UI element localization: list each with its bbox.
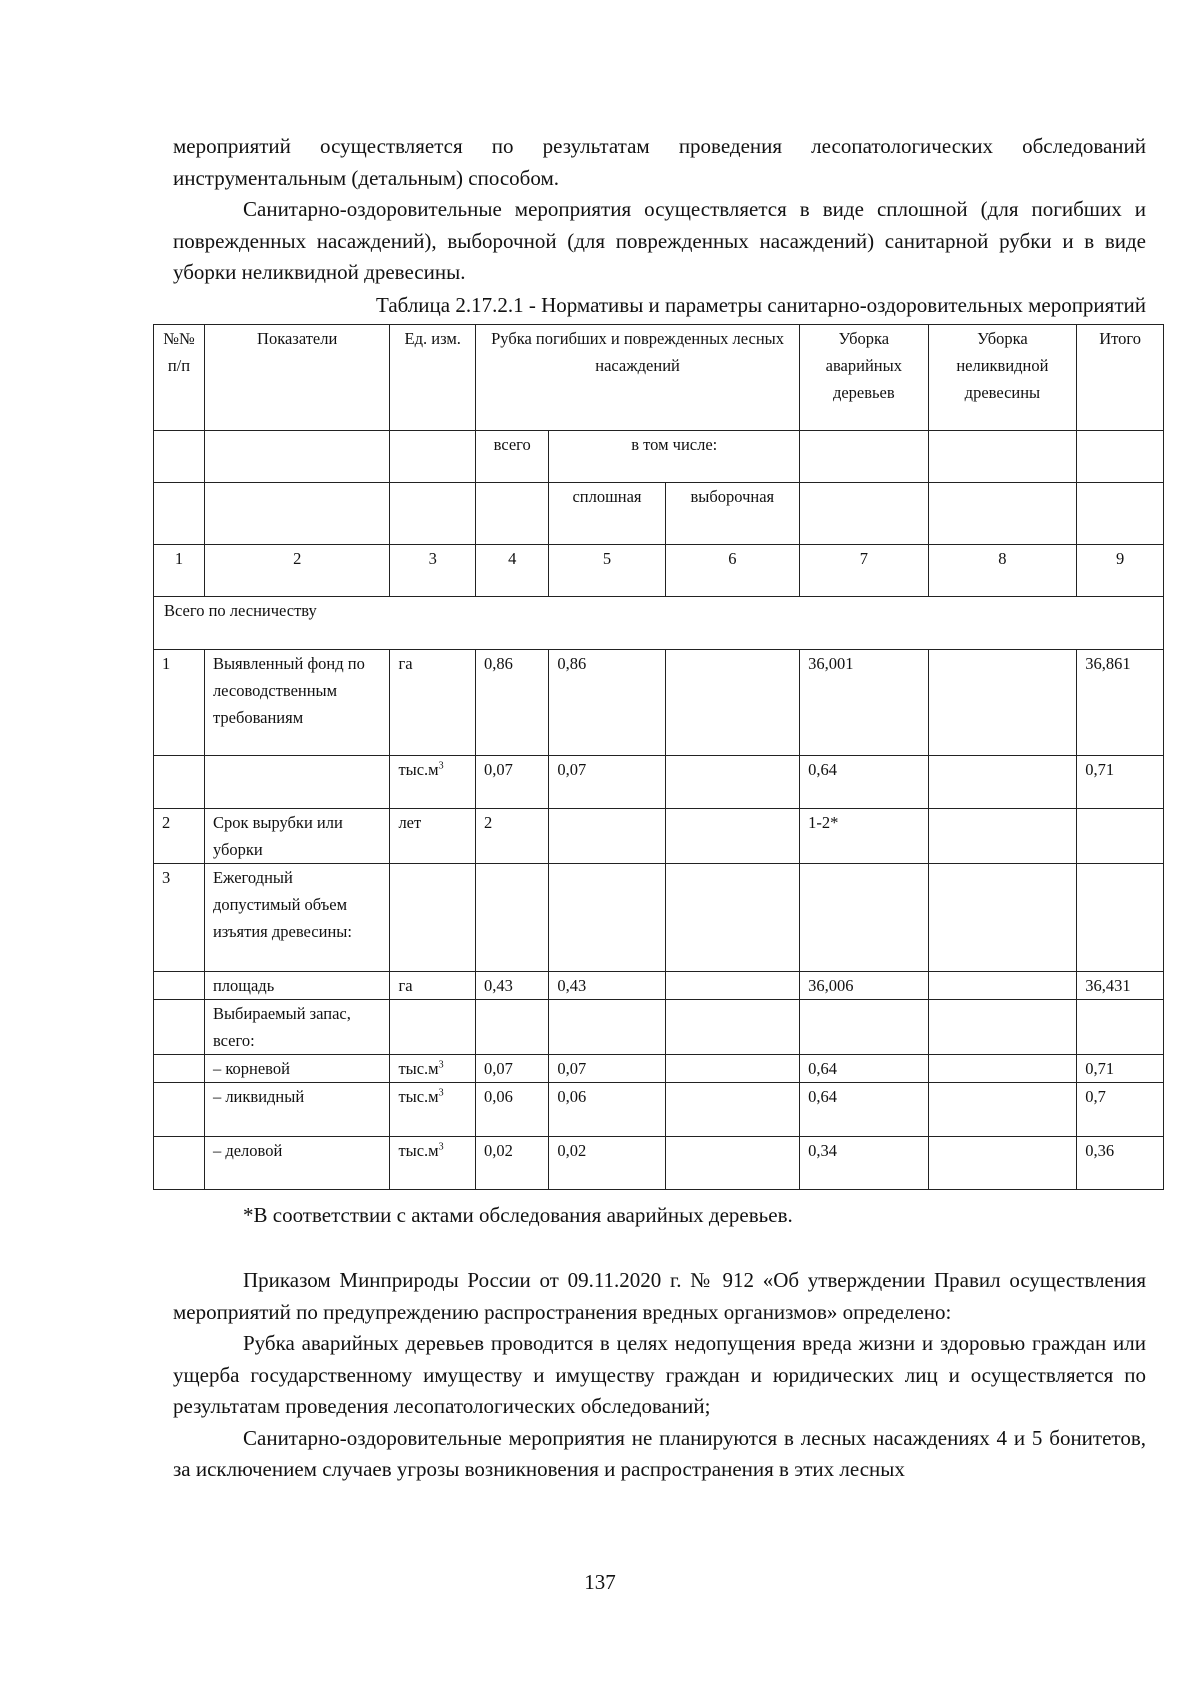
cell-selective bbox=[665, 972, 800, 1000]
cell-selective bbox=[665, 1083, 800, 1137]
cell-num: 2 bbox=[154, 809, 205, 864]
cell-total: 36,431 bbox=[1077, 972, 1164, 1000]
cell-name: – ликвидный bbox=[204, 1083, 389, 1137]
cell-num bbox=[154, 1055, 205, 1083]
header-row bbox=[154, 431, 1164, 483]
table-row bbox=[154, 1055, 1164, 1083]
cell-num bbox=[154, 1000, 205, 1055]
column-number: 9 bbox=[1077, 545, 1164, 597]
header-all: всего bbox=[476, 431, 549, 483]
column-number: 3 bbox=[390, 545, 476, 597]
cell-illiquid bbox=[928, 864, 1077, 972]
header-row bbox=[154, 483, 1164, 545]
cell-total bbox=[1077, 864, 1164, 972]
header-illiquid: Уборка неликвидной древесины bbox=[928, 325, 1077, 431]
header-num: №№ п/п bbox=[154, 325, 205, 431]
header-row bbox=[154, 325, 1164, 431]
paragraph: Санитарно-оздоровительные мероприятия осуществляется в виде сплошной (для погибших и поврежденных насаждений), выборочной (для поврежденных насаждений) санитарной рубки и в виде уборки неликвидной древесины. bbox=[173, 197, 1146, 284]
cell-all: 0,07 bbox=[476, 1055, 549, 1083]
cell-unit: $тыс.м^3$ bbox=[390, 1055, 476, 1083]
cell-clear bbox=[549, 864, 665, 972]
paragraph: Приказом Минприроды России от 09.11.2020 г. № 912 «Об утверждении Правил осуществления мероприятий по предупреждению распространения вредных организмов» определено: bbox=[173, 1268, 1146, 1324]
cell-num bbox=[154, 1137, 205, 1190]
cell-selective bbox=[665, 756, 800, 809]
column-number: 1 bbox=[154, 545, 205, 597]
table-caption: Таблица 2.17.2.1 - Нормативы и параметры санитарно-оздоровительных мероприятий bbox=[376, 293, 1146, 317]
cell-selective bbox=[665, 1000, 800, 1055]
cell-total bbox=[1077, 809, 1164, 864]
header-total: Итого bbox=[1077, 325, 1164, 431]
cell-emergency: 36,001 bbox=[800, 650, 928, 756]
cell-illiquid bbox=[928, 972, 1077, 1000]
cell-num bbox=[154, 756, 205, 809]
cell-illiquid bbox=[928, 650, 1077, 756]
cell-selective bbox=[665, 650, 800, 756]
cell-emergency: 0,34 bbox=[800, 1137, 928, 1190]
header-selective: выборочная bbox=[665, 483, 800, 545]
page-number: 137 bbox=[584, 1570, 616, 1594]
cell-clear: 0,06 bbox=[549, 1083, 665, 1137]
intro-text bbox=[173, 131, 1146, 289]
column-number: 5 bbox=[549, 545, 665, 597]
column-number: 8 bbox=[928, 545, 1077, 597]
cell-selective bbox=[665, 864, 800, 972]
cell-clear bbox=[549, 809, 665, 864]
cell-emergency: 0,64 bbox=[800, 1055, 928, 1083]
cell-unit: $тыс.м^3$ bbox=[390, 1137, 476, 1190]
section-label: Всего по лесничеству bbox=[154, 597, 1164, 650]
cell-all: 0,06 bbox=[476, 1083, 549, 1137]
cell-clear: 0,86 bbox=[549, 650, 665, 756]
paragraph: мероприятий осуществляется по результатам проведения лесопатологических обследований инструментальным (детальным) способом. bbox=[173, 134, 1146, 190]
table-row bbox=[154, 972, 1164, 1000]
cell-selective bbox=[665, 1137, 800, 1190]
cell-all: 0,86 bbox=[476, 650, 549, 756]
header-indicators: Показатели bbox=[204, 325, 389, 431]
cell-all: 0,07 bbox=[476, 756, 549, 809]
cell-name: Выявленный фонд по лесоводственным требованиям bbox=[204, 650, 389, 756]
norms-table bbox=[153, 324, 1164, 1190]
header-clear: сплошная bbox=[549, 483, 665, 545]
table-row bbox=[154, 1000, 1164, 1055]
column-number-row bbox=[154, 545, 1164, 597]
cell-total: 0,71 bbox=[1077, 1055, 1164, 1083]
column-number: 7 bbox=[800, 545, 928, 597]
table-row bbox=[154, 650, 1164, 756]
cell-all: 0,43 bbox=[476, 972, 549, 1000]
table-row bbox=[154, 1137, 1164, 1190]
cell-total: 0,71 bbox=[1077, 756, 1164, 809]
cell-num: 3 bbox=[154, 864, 205, 972]
paragraph: Рубка аварийных деревьев проводится в целях недопущения вреда жизни и здоровью граждан или ущерба государственному имуществу и имуществу граждан и юридических лиц и осуществляется по результатам проведения лесопатологических обследований; bbox=[173, 1331, 1146, 1418]
cell-unit: га bbox=[390, 650, 476, 756]
cell-unit: $тыс.м^3$ bbox=[390, 1083, 476, 1137]
column-number: 6 bbox=[665, 545, 800, 597]
column-number: 4 bbox=[476, 545, 549, 597]
cell-name: – деловой bbox=[204, 1137, 389, 1190]
cell-all bbox=[476, 864, 549, 972]
cell-all bbox=[476, 1000, 549, 1055]
header-emergency: Уборка аварийных деревьев bbox=[800, 325, 928, 431]
cell-selective bbox=[665, 1055, 800, 1083]
cell-emergency: 0,64 bbox=[800, 1083, 928, 1137]
cell-emergency: 0,64 bbox=[800, 756, 928, 809]
cell-illiquid bbox=[928, 1055, 1077, 1083]
cell-name bbox=[204, 756, 389, 809]
table-row bbox=[154, 1083, 1164, 1137]
section-row bbox=[154, 597, 1164, 650]
cell-name: Ежегодный допустимый объем изъятия древесины: bbox=[204, 864, 389, 972]
cell-clear: 0,02 bbox=[549, 1137, 665, 1190]
cell-name: площадь bbox=[204, 972, 389, 1000]
cell-total bbox=[1077, 1000, 1164, 1055]
cell-selective bbox=[665, 809, 800, 864]
cell-unit: га bbox=[390, 972, 476, 1000]
cell-clear bbox=[549, 1000, 665, 1055]
cell-clear: 0,07 bbox=[549, 1055, 665, 1083]
cell-clear: 0,07 bbox=[549, 756, 665, 809]
cell-all: 2 bbox=[476, 809, 549, 864]
cell-total: 0,36 bbox=[1077, 1137, 1164, 1190]
cell-illiquid bbox=[928, 1083, 1077, 1137]
table-row bbox=[154, 809, 1164, 864]
cell-unit: $тыс.м^3$ bbox=[390, 756, 476, 809]
cell-all: 0,02 bbox=[476, 1137, 549, 1190]
table-footnote: *В соответствии с актами обследования аварийных деревьев. bbox=[243, 1203, 793, 1227]
cell-illiquid bbox=[928, 1000, 1077, 1055]
cell-clear: 0,43 bbox=[549, 972, 665, 1000]
header-including: в том числе: bbox=[549, 431, 800, 483]
cell-unit bbox=[390, 864, 476, 972]
cell-num bbox=[154, 1083, 205, 1137]
header-felling: Рубка погибших и поврежденных лесных насаждений bbox=[476, 325, 800, 431]
paragraph: Санитарно-оздоровительные мероприятия не планируются в лесных насаждениях 4 и 5 бонитетов, за исключением случаев угрозы возникновения и распространения в этих лесных bbox=[173, 1425, 1146, 1481]
cell-emergency: 1-2* bbox=[800, 809, 928, 864]
cell-unit: лет bbox=[390, 809, 476, 864]
cell-total: 36,861 bbox=[1077, 650, 1164, 756]
cell-illiquid bbox=[928, 1137, 1077, 1190]
table-row bbox=[154, 864, 1164, 972]
body-text bbox=[173, 1265, 1146, 1486]
cell-emergency: 36,006 bbox=[800, 972, 928, 1000]
cell-emergency bbox=[800, 864, 928, 972]
cell-name: Выбираемый запас, всего: bbox=[204, 1000, 389, 1055]
column-number: 2 bbox=[204, 545, 389, 597]
cell-illiquid bbox=[928, 809, 1077, 864]
cell-illiquid bbox=[928, 756, 1077, 809]
cell-num bbox=[154, 972, 205, 1000]
header-unit: Ед. изм. bbox=[390, 325, 476, 431]
cell-unit bbox=[390, 1000, 476, 1055]
cell-emergency bbox=[800, 1000, 928, 1055]
cell-name: – корневой bbox=[204, 1055, 389, 1083]
cell-num: 1 bbox=[154, 650, 205, 756]
cell-name: Срок вырубки или уборки bbox=[204, 809, 389, 864]
cell-total: 0,7 bbox=[1077, 1083, 1164, 1137]
table-row bbox=[154, 756, 1164, 809]
